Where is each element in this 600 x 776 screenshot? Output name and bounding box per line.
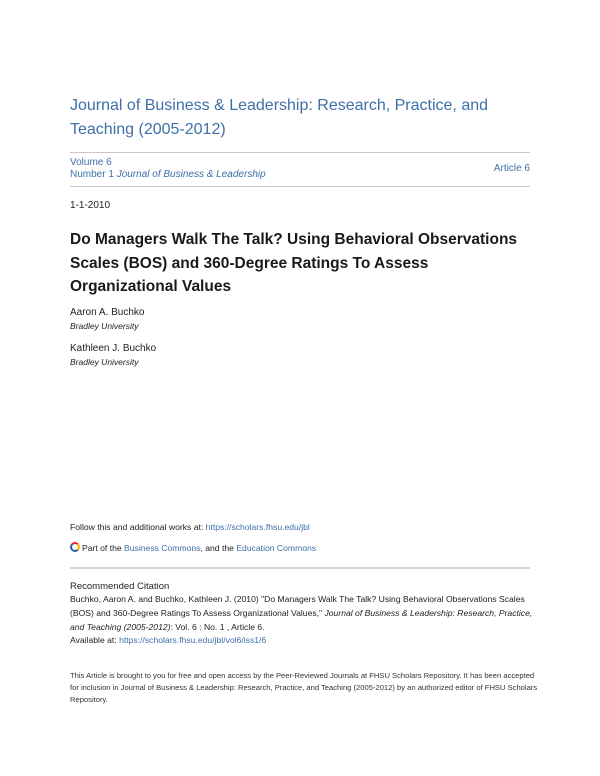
citation-journal: Journal of Business & Leadership: Research, Practice, and Teaching (2005-2012)	[70, 607, 533, 632]
part-of-line	[70, 542, 316, 553]
divider	[70, 567, 530, 569]
business-commons-link[interactable]: Business Commons	[124, 543, 201, 553]
network-logo-icon	[70, 542, 80, 552]
author-name[interactable]: Kathleen J. Buchko	[70, 343, 157, 354]
citation-heading: Recommended Citation	[70, 581, 170, 592]
education-commons-link[interactable]: Education Commons	[236, 543, 317, 553]
author-affiliation: Bradley University	[70, 321, 139, 331]
journal-title-link[interactable]: Journal of Business & Leadership: Research, Practice, and Teaching (2005-2012)	[70, 97, 489, 138]
article-title: Do Managers Walk The Talk? Using Behavioral Observations Scales (BOS) and 360-Degree Ratings To Assess Organizational Values	[70, 231, 518, 295]
citation-text	[70, 593, 535, 648]
volume-link[interactable]: Volume 6	[70, 157, 112, 168]
part-of-text: , and the	[200, 543, 237, 553]
author-name[interactable]: Aaron A. Buchko	[70, 307, 145, 318]
article-link[interactable]: Article 6	[493, 163, 530, 174]
follow-line	[70, 522, 310, 532]
citation-link[interactable]: https://scholars.fhsu.edu/jbl/vol6/iss1/6	[119, 635, 267, 646]
number-link[interactable]: Number 1	[70, 169, 114, 180]
journal-short-link[interactable]: Journal of Business & Leadership	[116, 169, 266, 180]
divider	[70, 186, 530, 187]
part-of-text: Part of the	[82, 543, 125, 553]
citation-volume: : Vol. 6 : No. 1 , Article 6.	[170, 621, 265, 632]
date: 1-1-2010	[70, 200, 111, 211]
access-statement: This Article is brought to you for free and open access by the Peer-Reviewed Journals at FHSU Scholars Repository. It has been accepted for inclusion in Journal of Business & Leadership: Research, Practice, and Teaching (2005-2012) by an authorized editor of FHSU Scholars Repository.	[70, 671, 538, 704]
divider	[70, 152, 530, 153]
citation-body: Buchko, Aaron A. and Buchko, Kathleen J. (2010) "Do Managers Walk The Talk? Using Behavioral Observations Scales (BOS) and 360-Degree Ratings To Assess Organizational Values,"	[70, 594, 525, 618]
issue-line[interactable]	[70, 169, 266, 181]
available-label: Available at:	[70, 635, 120, 646]
author-affiliation: Bradley University	[70, 357, 139, 367]
follow-text: Follow this and additional works at:	[70, 522, 206, 532]
follow-link[interactable]: https://scholars.fhsu.edu/jbl	[205, 522, 310, 532]
